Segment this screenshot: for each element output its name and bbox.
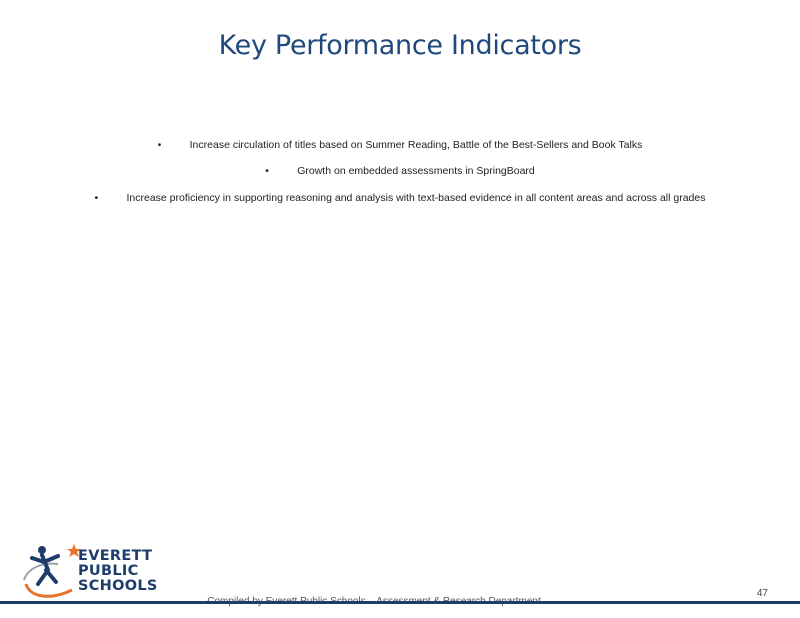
bullet-text: Increase circulation of titles based on Summer Reading, Battle of the Best-Sellers and Book Talks	[189, 139, 643, 151]
bullet-symbol: •	[265, 165, 269, 177]
school-logo	[22, 540, 167, 602]
bullet-item-3	[0, 192, 800, 204]
bullet-item-1	[0, 139, 800, 151]
bullet-item-2	[0, 165, 800, 177]
footer-rule	[0, 601, 800, 604]
bullet-symbol: •	[94, 192, 99, 204]
slide-title: Key Performance Indicators	[218, 30, 582, 61]
student-star-icon	[22, 540, 82, 602]
bullet-text: Increase proficiency in supporting reasoning and analysis with text-based evidence in all content areas and across all grades	[126, 192, 706, 204]
bullet-symbol: •	[157, 139, 162, 151]
logo-line-schools: SCHOOLS	[78, 578, 158, 594]
logo-line-public: PUBLIC	[78, 563, 139, 579]
logo-wordmark	[78, 549, 158, 594]
page-number: 47	[756, 588, 768, 599]
logo-line-everett: EVERETT	[78, 548, 153, 564]
bullet-text: Growth on embedded assessments in SpringBoard	[297, 165, 535, 177]
